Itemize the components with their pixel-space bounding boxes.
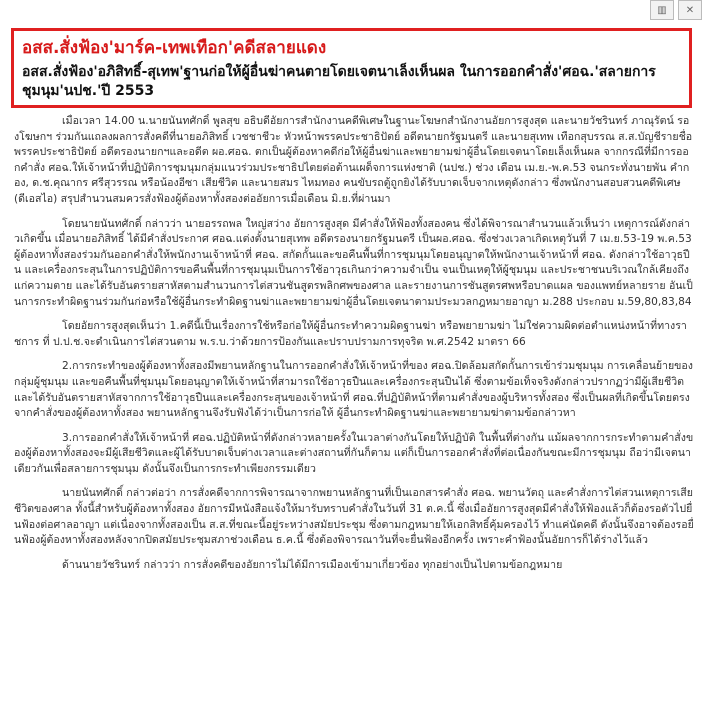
paragraph-2: โดยนายนันทศักดิ์ กล่าวว่า นายอรรถพล ใหญ่สว่าง อัยการสูงสุด มีคำสั่งให้ฟ้องทั้งสองคน ซึ่งได้พิจารณาสำนวนแล้วเห็นว่า เหตุการณ์ดังกล่าวเกิดขึ้น เมื่อนายอภิสิทธิ์ ได้มีคำสั่งประกาศ ศอฉ.แต่งตั้งนายสุเทพ อดีตรองนายกรัฐมนตรี เป็นผอ.ศอฉ. ซึ่งช่วงเวลาเกิดเหตุวันที่ 7 เม.ย.53-19 พ.ค.53 ผู้ต้องหาทั้งสองร่วมกันออกคำสั่งให้พนักงานเจ้าหน้าที่ ศอฉ. สกัดกั้นและขอคืนพื้นที่การชุมนุมโดยอนุญาตให้พนักงานเจ้าหน้าที่ ศอฉ. ดังกล่าวใช้อาวุธปืน และเครื่องกระสุนในการปฏิบัติการขอคืนพื้นที่การชุมนุมเป็นการใช้อาวุธเกินกว่าความจำเป็น จนเป็นเหตุให้ผู้ชุมนุม และประชาชนบริเวณใกล้เคียงถึงแก่ความตาย และได้รับอันตรายสาหัสตามสำนวนการไต่สวนชันสูตรพลิกศพของศาล และรายงานการชันสูตรศพหรือบาดแผล ของแพทย์หลายราย อันเป็นการกระทำผิดฐานร่วมกันก่อหรือใช้ผู้อื่นกระทำผิดฐานฆ่าและพยายามฆ่าผู้อื่นโดยเจตนาตามประมวลกฎหมายอาญา ม.288 ประกอบ ม.59,80,83,84	[14, 217, 693, 308]
paragraph-1: เมื่อเวลา 14.00 น.นายนันทศักดิ์ พูลสุข อธิบดีอัยการสำนักงานคดีพิเศษในฐานะโฆษกสำนักงานอัยการสูงสุด และนายวัชรินทร์ ภาณุรัตน์ รองโฆษกฯ ร่วมกันแถลงผลการสั่งคดีที่นายอภิสิทธิ์ เวชชาชีวะ หัวหน้าพรรคประชาธิปัตย์ อดีตนายกรัฐมนตรี และนายสุเทพ เทือกสุบรรณ ส.ส.บัญชีรายชื่อ พรรคประชาธิปัตย์ อดีตรองนายกฯและอดีต ผอ.ศอฉ. ตกเป็นผู้ต้องหาคดีก่อให้ผู้อื่นฆ่าและพยายามฆ่าผู้อื่นโดยเจตนาโดยเล็งเห็นผล จากกรณีที่มีการออกคำสั่ง ศอฉ.ให้เจ้าหน้าที่ปฏิบัติการชุมนุมกลุ่มแนวร่วมประชาธิปไตยต่อต้านเผด็จการแห่งชาติ (นปช.) ช่วง เดือน เม.ย.-พ.ค.53 จนกระทั่งนายพัน คำกอง, ด.ช.คุณากร ศรีสุวรรณ หรือน้องอีซา เสียชีวิต และนายสมร ไหมทอง คนขับรถตู้ถูกยิงได้รับบาดเจ็บจากเหตุดังกล่าว ซึ่งพนักงานสอบสวนคดีพิเศษ (ดีเอสไอ) สรุปสำนวนสมควรสั่งฟ้องผู้ต้องหาทั้งสองต่ออัยการเมื่อเดือน มิ.ย.ที่ผ่านมา	[14, 115, 693, 205]
headline-title: อสส.สั่งฟ้อง'มาร์ค-เทพเทือก'คดีสลายแดง	[22, 38, 327, 58]
paragraph-5: 3.การออกคำสั่งให้เจ้าหน้าที่ ศอฉ.ปฏิบัติหน้าที่ดังกล่าวหลายครั้งในเวลาต่างกันโดยให้ปฏิบัติ ในพื้นที่ต่างกัน แม้ผลจากการกระทำตามคำสั่งของผู้ต้องหาทั้งสองจะมีผู้เสียชีวิตและผู้ได้รับบาดเจ็บต่างเวลาและต่างสถานที่กันก็ตาม แต่ก็เป็นการออกคำสั่งที่ต่อเนื่องกันขณะมีการชุมนุม ถือว่ามีเจตนาเดียวกันเพื่อสลายการชุมนุม ดังนั้นจึงเป็นการกระทำเพียงกรรมเดียว	[14, 431, 694, 475]
headline-box	[11, 28, 692, 108]
headline-subtitle: อสส.สั่งฟ้อง'อภิสิทธิ์-สุเทพ'ฐานก่อให้ผู้อื่นฆ่าคนตายโดยเจตนาเล็งเห็นผล ในการออกคำสั่ง'ศอฉ.'สลายการชุมนุม'นปช.'ปี 2553	[22, 64, 656, 99]
close-icon[interactable]: ✕	[678, 0, 702, 20]
paragraph-4: 2.การกระทำของผู้ต้องหาทั้งสองมีพยานหลักฐานในการออกคำสั่งให้เจ้าหน้าที่ของ ศอฉ.ปิดล้อมสกัดกั้นการเข้าร่วมชุมนุม การเคลื่อนย้ายของกลุ่มผู้ชุมนุม และขอคืนพื้นที่ชุมนุมโดยอนุญาตให้เจ้าหน้าที่สามารถใช้อาวุธปืนและเครื่องกระสุนปืนได้ ซึ่งตามข้อเท็จจริงดังกล่าวปรากฏว่ามีผู้เสียชีวิต และได้รับอันตรายสาหัสจากการใช้อาวุธปืนและเครื่องกระสุนของเจ้าหน้าที่ ศอฉ.ที่ปฏิบัติหน้าที่ตามคำสั่งของผู้บริหารทั้งสอง ซึ่งเป็นผลที่เกิดขึ้นโดยตรงจากคำสั่งของผู้ต้องหาทั้งสอง พยานหลักฐานจึงรับฟังได้ว่าเป็นการก่อให้ ผู้อื่นกระทำผิดฐานฆ่าและพยายามฆ่าตามข้อกล่าวหา	[14, 360, 693, 420]
top-strip	[0, 0, 708, 22]
paragraph-6: นายนันทศักดิ์ กล่าวต่อว่า การสั่งคดีจากการพิจารณาจากพยานหลักฐานที่เป็นเอกสารคำสั่ง ศอฉ. พยานวัตถุ และคำสั่งการไต่สวนเหตุการเสียชีวิตของศาล ทั้งนี้สำหรับผู้ต้องหาทั้งสอง อัยการมีหนังสือแจ้งให้มารับทราบคำสั่งในวันที่ 31 ต.ค.นี้ ซึ่งเมื่ออัยการสูงสุดมีคำสั่งให้ฟ้องแล้วก็ต้องรอตัวไปยื่นฟ้องต่อศาลอาญา แต่เนื่องจากทั้งสองเป็น ส.ส.ที่ขณะนี้อยู่ระหว่างสมัยประชุม ซึ่งตามกฎหมายให้เอกสิทธิ์คุ้มครองไว้ ทำแค่นัดคดี ดังนั้นจึงอาจต้องรอยื่นฟ้องผู้ต้องหาทั้งสองหลังจากปิดสมัยประชุมสภาช่วงเดือน ธ.ค.นี้ ซึ่งต้องพิจารณาวันที่จะยื่นฟ้องอีกครั้ง เพราะคำฟ้องนั้นอัยการก็ได้ร่างไว้แล้ว	[14, 487, 694, 547]
article-body	[14, 114, 694, 720]
paragraph-7: ด้านนายวัชรินทร์ กล่าวว่า การสั่งคดีของอัยการไม่ได้มีการเมืองเข้ามาเกี่ยวข้อง ทุกอย่างเป็นไปตามข้อกฎหมาย	[62, 558, 563, 571]
paragraph-3: โดยอัยการสูงสุดเห็นว่า 1.คดีนี้เป็นเรื่องการใช้หรือก่อให้ผู้อื่นกระทำความผิดฐานฆ่า หรือพยายามฆ่า ไม่ใช่ความผิดต่อตำแหน่งหน้าที่ทางราชการ ที่ ป.ป.ช.จะดำเนินการไต่สวนตาม พ.ร.บ.ว่าด้วยการป้องกันและปราบปรามการทุจริต พ.ศ.2542 มาตรา 66	[14, 320, 687, 348]
film-icon[interactable]: ▥	[650, 0, 674, 20]
top-icons	[650, 0, 702, 20]
